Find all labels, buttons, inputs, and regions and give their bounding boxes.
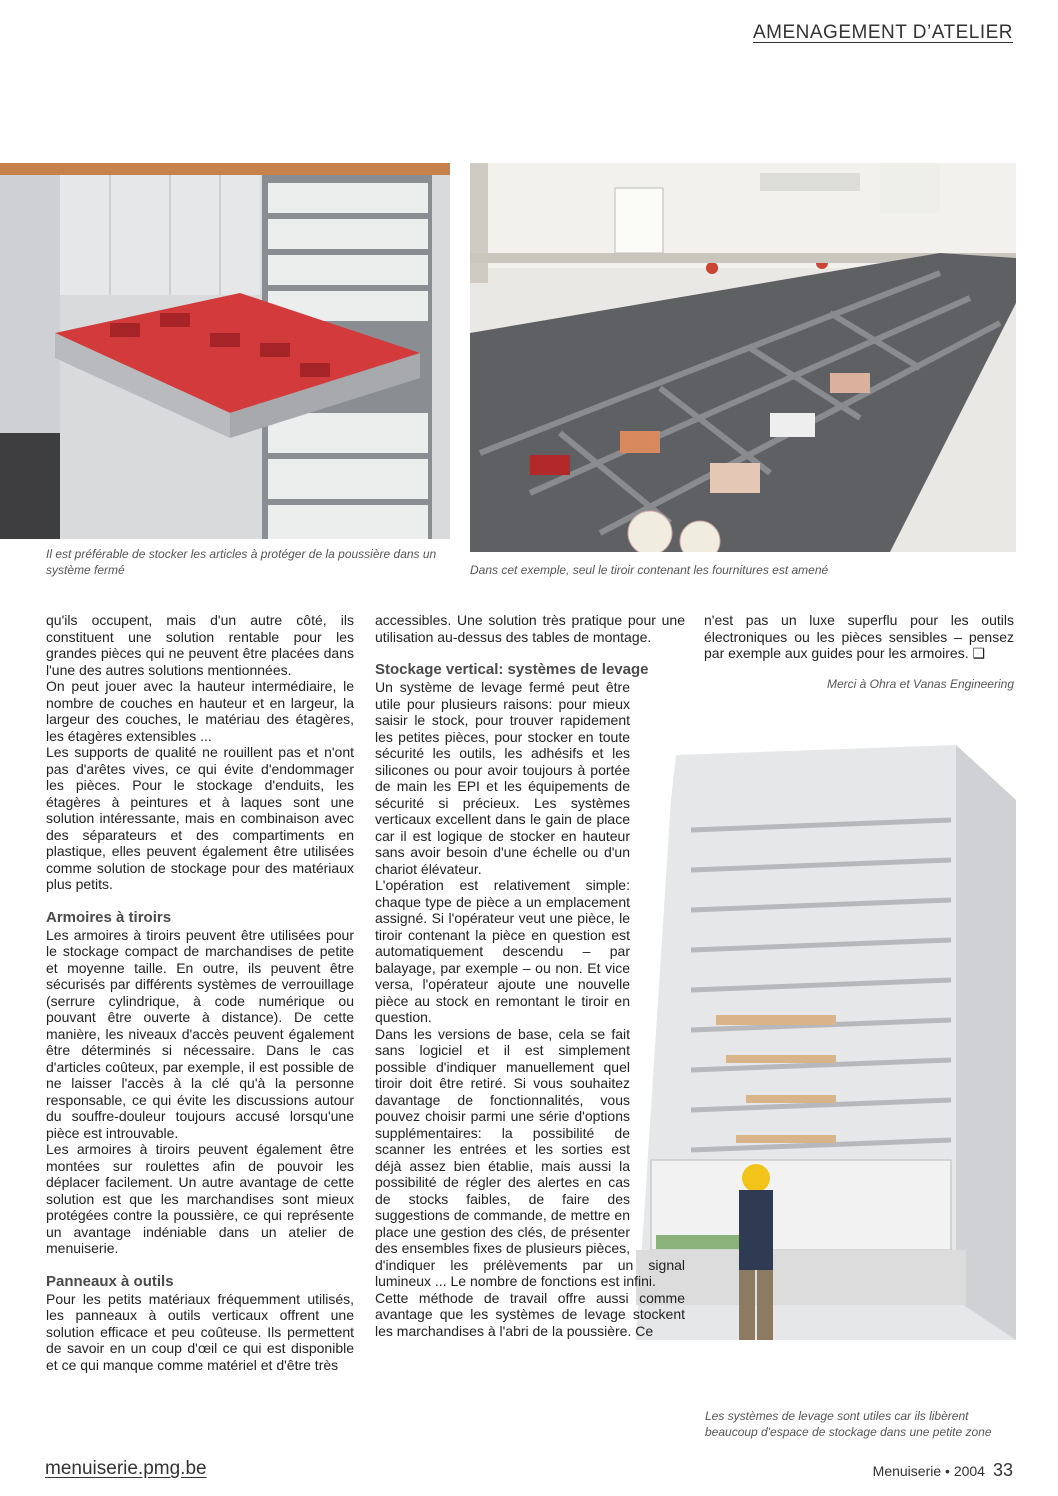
caption-photo1: Il est préférable de stocker les articles à protéger de la poussière dans un système fermé <box>46 547 437 577</box>
paragraph: Dans les versions de base, cela se fait sans logiciel et il est simplement possible d'indiquer manuellement quel tiroir doit être retiré. Si vous souhaitez davantage de fonctionnalités, vous pouvez choisir parmi une série d'options supplémentaires: la possibilité de scanner les entrées et les sorties est déjà assez bien établie, mais aussi la possibilité de régler des alertes en cas de stocks faibles, de faire des suggestions de commande, de mettre en place une gestion des clés, de présenter des ensembles fixes de plusieurs pièces, d'indiquer les prélèvements par un signal lumineux ... Le nombre de fonctions est infini. <box>375 1025 685 1289</box>
section-title: AMENAGEMENT D’ATELIER <box>752 22 1013 43</box>
text-column-2 <box>375 612 685 1339</box>
paragraph: On peut jouer avec la hauteur intermédiaire, le nombre de couches en hauteur et en largeur, la largeur des couches, le matériau des étagères, les étagères extensibles ... <box>46 678 354 744</box>
paragraph: Les armoires à tiroirs peuvent également être montées sur roulettes afin de pouvoir les déplacer facilement. Un autre avantage de cette solution est que les marchandises sont mieux protégées contre la poussière, ce qui représente un avantage indéniable dans un atelier de menuiserie. <box>46 1141 354 1256</box>
subheading-armoires: Armoires à tiroirs <box>46 908 172 926</box>
text-column-3 <box>704 612 1014 692</box>
paragraph: Cette méthode de travail offre aussi comme avantage que les systèmes de levage stockent les marchandises à l'abri de la poussière. Ce <box>375 1289 685 1339</box>
paragraph: Pour les petits matériaux fréquemment utilisés, les panneaux à outils verticaux offrent une solution efficace et peu coûteuse. Ils permettent de savoir en un coup d'œil ce qui est disponible et ce qui manque comme matériel et d'être très <box>46 1290 354 1373</box>
text-column-1 <box>46 612 354 1373</box>
caption-photo2: Dans cet exemple, seul le tiroir contenant les fournitures est amené <box>470 563 829 577</box>
thanks-note: Merci à Ohra et Vanas Engineering <box>827 676 1014 691</box>
website-link[interactable]: menuiserie.pmg.be <box>45 1458 207 1479</box>
footer-magazine <box>873 1460 1013 1481</box>
paragraph: Un système de levage fermé peut être utile pour plusieurs raisons: pour mieux saisir le stock, pour trouver rapidement les petites pièces, pour stocker en toute sécurité les outils, les adhésifs et les silicones ou pour avoir toujours à portée de main les EPI et les équipements de sécurité si précieux. Les systèmes verticaux excellent dans le gain de place car il est logique de stocker en hauteur sans avoir besoin d'une échelle ou d'un chariot élévateur. <box>375 679 630 877</box>
paragraph: qu'ils occupent, mais d'un autre côté, ils constituent une solution rentable pour les grandes pièces qui ne peuvent être placées dans l'une des autres solutions mentionnées. <box>46 612 354 678</box>
magazine-name: Menuiserie • 2004 <box>872 1463 985 1479</box>
paragraph: Les armoires à tiroirs peuvent être utilisées pour le stockage compact de marchandises de petite et moyenne taille. En outre, ils peuvent être sécurisés par différents systèmes de verrouillage (serrure cylindrique, à code numérique ou pouvant être ouverte à distance). De cette manière, les niveaux d'accès peuvent également être déterminés si nécessaire. Dans le cas d'articles coûteux, par exemple, il est possible de ne laisser l'accès à la clé qu'à la personne responsable, ce qui évite les discussions autour du souffre-douleur toujours accusé lorsqu'une pièce est introuvable. <box>46 926 354 1141</box>
subheading-panneaux: Panneaux à outils <box>46 1272 174 1290</box>
paragraph: n'est pas un luxe superflu pour les outils électroniques ou les pièces sensibles – pensez par exemple aux guides pour les armoires. ❑ <box>704 612 1014 661</box>
caption-photo3: Les systèmes de levage sont utiles car ils libèrent beaucoup d'espace de stockage dans une petite zone <box>705 1409 992 1439</box>
page-number: 33 <box>992 1460 1013 1480</box>
subheading-stockage-vertical: Stockage vertical: systèmes de levage <box>375 661 649 678</box>
storage-tray-photo <box>470 163 1016 552</box>
paragraph: Les supports de qualité ne rouillent pas et n'ont pas d'arêtes vives, ce qui évite d'endommager les pièces. Pour le stockage d'enduits, les étagères à peintures et à laques sont une solution intéressante, mais en combinaison avec des séparateurs et des compartiments en plastique, elles peuvent également être utilisées comme solution de stockage pour des matériaux plus petits. <box>46 744 354 892</box>
drawer-cabinet-photo <box>0 163 450 539</box>
paragraph: accessibles. Une solution très pratique pour une utilisation au-dessus des tables de montage. <box>375 612 685 645</box>
paragraph: L'opération est relativement simple: chaque type de pièce a un emplacement assigné. Si l'opérateur veut une pièce, le tiroir contenant la pièce en question est automatiquement descendu – par balayage, par exemple – ou non. Et vice versa, l'opérateur ajoute une nouvelle pièce au stock en remontant le tiroir en question. <box>375 877 630 1025</box>
wrap-float <box>630 829 685 1249</box>
